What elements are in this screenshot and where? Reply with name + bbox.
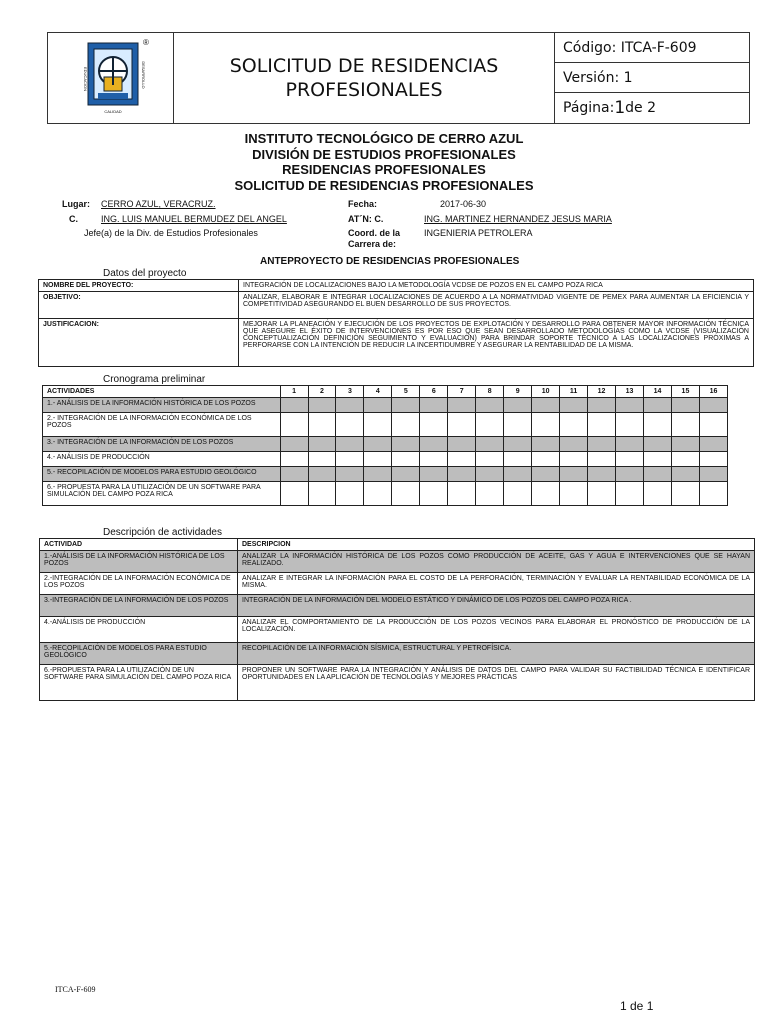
cronograma-table: [42, 385, 728, 506]
schedule-cell: [588, 482, 616, 506]
week-header: 11: [560, 386, 588, 398]
schedule-cell: [699, 398, 727, 413]
activity-name: 5.-RECOPILACIÓN DE MODELOS PARA ESTUDIO GEOLÓGICO: [40, 643, 238, 665]
schedule-cell: [504, 398, 532, 413]
week-header: 13: [616, 386, 644, 398]
lugar-label: Lugar:: [62, 199, 90, 209]
title-residencias: RESIDENCIAS PROFESIONALES: [282, 162, 486, 177]
schedule-cell: [364, 467, 392, 482]
schedule-cell: [392, 452, 420, 467]
schedule-cell: [448, 398, 476, 413]
schedule-cell: [308, 452, 336, 467]
table-row: [40, 643, 755, 665]
table-row: [43, 413, 728, 437]
datos-value-justificacion: MEJORAR LA PLANEACIÓN Y EJECUCIÓN DE LOS PROYECTOS DE EXPLOTACIÓN Y DESARROLLO PARA OBTENER MAYOR INFORMACIÓN TÉCNICA QUE ASEGURE EL ÉXITO DE INTERVENCIONES ES POR ESO QUE SEAN DESARROLLADO METODOLOGÍAS COMO LA VCDSE (VISUALIZACIÓN CONCEPTUALIZACIÓN DEFINICIÓN SEGUIMIENTO Y EVALUACIÓN) PARA BRINDAR SOPORTE TÉCNICO A LAS LOCALIZACIONES PRÓXIMAS A PERFORARSE CON LA INTENCIÓN DE REDUCIR LA INCERTIDUMBRE Y ASEGURAR LA RENTABILIDAD DE LA MISMA.: [239, 319, 754, 367]
activity-label: 4.- ANÁLISIS DE PRODUCCIÓN: [43, 452, 281, 467]
document-header: [47, 32, 750, 124]
schedule-cell: [616, 452, 644, 467]
schedule-cell: [644, 482, 672, 506]
schedule-cell: [308, 398, 336, 413]
form-title-line-1: SOLICITUD DE RESIDENCIAS: [229, 55, 499, 77]
schedule-cell: [448, 467, 476, 482]
activity-description: PROPONER UN SOFTWARE PARA LA INTEGRACIÓN Y ANÁLISIS DE DATOS DEL CAMPO PARA VALIDAR SU FACTIBILIDAD TÉCNICA E IDENTIFICAR OPORTUNIDADES EN LA APLICACIÓN DE TECNOLOGÍAS Y MEJORES PRÁCTICAS: [238, 665, 755, 701]
datos-label-justificacion: JUSTIFICACION:: [39, 319, 239, 367]
version-cell: Versión: 1: [555, 63, 750, 93]
codigo-cell: Código: ITCA-F-609: [555, 33, 750, 63]
table-row: [43, 398, 728, 413]
schedule-cell: [420, 413, 448, 437]
schedule-cell: [671, 482, 699, 506]
schedule-cell: [336, 467, 364, 482]
schedule-cell: [560, 467, 588, 482]
datos-section-label: Datos del proyecto: [103, 268, 187, 279]
schedule-cell: [532, 467, 560, 482]
table-row: [40, 573, 755, 595]
week-header: 16: [699, 386, 727, 398]
week-header: 15: [671, 386, 699, 398]
datos-value-objetivo: ANALIZAR, ELABORAR E INTEGRAR LOCALIZACIONES DE ACUERDO A LA NORMATIVIDAD VIGENTE DE PEMEX PARA AUMENTAR LA EFICIENCIA Y COMPETITIVIDAD ASEGURANDO EL BUEN DESARROLLO DE SUS PROYECTOS.: [239, 292, 754, 319]
schedule-cell: [476, 467, 504, 482]
schedule-cell: [699, 482, 727, 506]
schedule-cell: [504, 467, 532, 482]
schedule-cell: [532, 413, 560, 437]
table-row: [40, 595, 755, 617]
schedule-cell: [364, 398, 392, 413]
schedule-cell: [364, 413, 392, 437]
fecha-value: 2017-06-30: [440, 199, 487, 209]
schedule-cell: [280, 482, 308, 506]
schedule-cell: [448, 452, 476, 467]
anteproyecto-title: ANTEPROYECTO DE RESIDENCIAS PROFESIONALES: [260, 256, 520, 267]
schedule-cell: [560, 413, 588, 437]
schedule-cell: [699, 413, 727, 437]
schedule-cell: [699, 452, 727, 467]
schedule-cell: [448, 437, 476, 452]
activity-label: 1.- ANÁLISIS DE LA INFORMACIÓN HISTÓRICA DE LOS POZOS: [43, 398, 281, 413]
table-row: [39, 292, 754, 319]
schedule-cell: [280, 452, 308, 467]
week-header: 2: [308, 386, 336, 398]
schedule-cell: [560, 452, 588, 467]
coord-label-1: Coord. de la: [348, 228, 401, 238]
schedule-cell: [644, 398, 672, 413]
week-header: 6: [420, 386, 448, 398]
schedule-cell: [392, 437, 420, 452]
week-header: 8: [476, 386, 504, 398]
table-row: [39, 319, 754, 367]
schedule-cell: [364, 482, 392, 506]
coord-label-2: Carrera de:: [348, 239, 397, 249]
datos-label-objetivo: OBJETIVO:: [39, 292, 239, 319]
activity-label: 3.- INTEGRACIÓN DE LA INFORMACIÓN DE LOS POZOS: [43, 437, 281, 452]
title-division: DIVISIÓN DE ESTUDIOS PROFESIONALES: [252, 147, 516, 162]
schedule-cell: [616, 467, 644, 482]
activity-description: ANALIZAR E INTEGRAR LA INFORMACIÓN PARA EL COSTO DE LA PERFORACIÓN, TERMINACIÓN Y EVALUAR LA RENTABILIDAD ECONÓMICA DE LA MISMA.: [238, 573, 755, 595]
schedule-cell: [644, 437, 672, 452]
schedule-cell: [308, 467, 336, 482]
activity-name: 2.-INTEGRACIÓN DE LA INFORMACIÓN ECONÓMICA DE LOS POZOS: [40, 573, 238, 595]
schedule-cell: [504, 452, 532, 467]
activity-description: ANALIZAR LA INFORMACIÓN HISTÓRICA DE LOS POZOS COMO PRODUCCIÓN DE ACEITE, GAS Y AGUA E INTERVENCIONES QUE SE HAYAN REALIZADO.: [238, 551, 755, 573]
atn-label: AT´N: C.: [348, 214, 384, 224]
descripcion-col-actividad: ACTIVIDAD: [40, 539, 238, 551]
schedule-cell: [280, 413, 308, 437]
schedule-cell: [671, 452, 699, 467]
descripcion-table: [39, 538, 755, 701]
title-institute: INSTITUTO TECNOLÓGICO DE CERRO AZUL: [244, 131, 524, 146]
schedule-cell: [644, 452, 672, 467]
activity-description: RECOPILACIÓN DE LA INFORMACIÓN SÍSMICA, ESTRUCTURAL Y PETROFÍSICA.: [238, 643, 755, 665]
schedule-cell: [616, 437, 644, 452]
week-header: 10: [532, 386, 560, 398]
schedule-cell: [420, 452, 448, 467]
week-header: 14: [644, 386, 672, 398]
title-solicitud: SOLICITUD DE RESIDENCIAS PROFESIONALES: [234, 178, 534, 193]
activity-label: 5.- RECOPILACIÓN DE MODELOS PARA ESTUDIO GEOLÓGICO: [43, 467, 281, 482]
schedule-cell: [616, 482, 644, 506]
registered-mark: ®: [143, 38, 149, 47]
schedule-cell: [336, 452, 364, 467]
institute-logo-icon: [48, 33, 173, 123]
schedule-cell: [616, 413, 644, 437]
schedule-cell: [644, 413, 672, 437]
schedule-cell: [308, 413, 336, 437]
activity-description: ANALIZAR EL COMPORTAMIENTO DE LA PRODUCCIÓN DE LOS POZOS VECINOS PARA ELABORAR EL PRONÓSTICO DE PRODUCCIÓN DE LA LOCALIZACIÓN.: [238, 617, 755, 643]
schedule-cell: [476, 413, 504, 437]
schedule-cell: [560, 398, 588, 413]
schedule-cell: [671, 398, 699, 413]
activity-label: 2.- INTEGRACIÓN DE LA INFORMACIÓN ECONÓMICA DE LOS POZOS: [43, 413, 281, 437]
week-header: 5: [392, 386, 420, 398]
schedule-cell: [392, 398, 420, 413]
schedule-cell: [671, 437, 699, 452]
schedule-cell: [336, 398, 364, 413]
datos-value-nombre: INTEGRACIÓN DE LOCALIZACIONES BAJO LA METODOLOGÍA VCDSE DE POZOS EN EL CAMPO POZA RICA: [239, 280, 754, 292]
pagina-num: 1: [614, 98, 626, 118]
week-header: 12: [588, 386, 616, 398]
logo-bottom-text: CALIDAD: [104, 109, 122, 114]
schedule-cell: [504, 437, 532, 452]
c-label: C.: [69, 214, 78, 224]
form-title: [174, 33, 555, 123]
schedule-cell: [448, 413, 476, 437]
schedule-cell: [588, 398, 616, 413]
schedule-cell: [308, 482, 336, 506]
week-header: 1: [280, 386, 308, 398]
schedule-cell: [616, 398, 644, 413]
week-header: 7: [448, 386, 476, 398]
descripcion-header-row: [40, 539, 755, 551]
table-row: [40, 665, 755, 701]
c-role: Jefe(a) de la Div. de Estudios Profesionales: [84, 228, 258, 238]
schedule-cell: [280, 467, 308, 482]
schedule-cell: [392, 467, 420, 482]
schedule-cell: [308, 437, 336, 452]
schedule-cell: [699, 437, 727, 452]
schedule-cell: [280, 437, 308, 452]
schedule-cell: [504, 413, 532, 437]
schedule-cell: [420, 437, 448, 452]
pagina-label: Página:: [563, 100, 615, 116]
week-header: 3: [336, 386, 364, 398]
table-row: [43, 467, 728, 482]
footer-code: ITCA-F-609: [55, 985, 96, 994]
coord-value: INGENIERIA PETROLERA: [424, 228, 533, 238]
schedule-cell: [532, 482, 560, 506]
schedule-cell: [588, 413, 616, 437]
cronograma-section-label: Cronograma preliminar: [103, 374, 206, 385]
form-title-line-2: PROFESIONALES: [285, 79, 443, 101]
activity-label: 6.- PROPUESTA PARA LA UTILIZACIÓN DE UN SOFTWARE PARA SIMULACIÓN DEL CAMPO POZA RICA: [43, 482, 281, 506]
schedule-cell: [644, 467, 672, 482]
schedule-cell: [336, 413, 364, 437]
activity-name: 6.-PROPUESTA PARA LA UTILIZACIÓN DE UN SOFTWARE PARA SIMULACIÓN DEL CAMPO POZA RICA: [40, 665, 238, 701]
activity-description: INTEGRACIÓN DE LA INFORMACIÓN DEL MODELO ESTÁTICO Y DINÁMICO DE LOS POZOS DEL CAMPO POZA RICA .: [238, 595, 755, 617]
logo-side-right: DESARROLLO: [141, 61, 146, 89]
schedule-cell: [532, 452, 560, 467]
datos-table: [38, 279, 754, 367]
datos-label-nombre: NOMBRE DEL PROYECTO:: [39, 280, 239, 292]
schedule-cell: [420, 398, 448, 413]
pagina-cell: [555, 93, 750, 123]
atn-value: ING. MARTINEZ HERNANDEZ JESUS MARIA: [424, 214, 612, 224]
schedule-cell: [532, 437, 560, 452]
c-value: ING. LUIS MANUEL BERMUDEZ DEL ANGEL: [101, 214, 287, 224]
schedule-cell: [420, 467, 448, 482]
schedule-cell: [392, 413, 420, 437]
footer-page: 1 de 1: [620, 999, 654, 1013]
schedule-cell: [336, 437, 364, 452]
lugar-value: CERRO AZUL, VERACRUZ.: [101, 199, 216, 209]
schedule-cell: [448, 482, 476, 506]
table-row: [40, 551, 755, 573]
week-header: 4: [364, 386, 392, 398]
logo-side-left: EDUCACION: [83, 66, 88, 92]
schedule-cell: [476, 452, 504, 467]
pagina-de: de 2: [625, 100, 657, 116]
schedule-cell: [392, 482, 420, 506]
schedule-cell: [476, 437, 504, 452]
activity-name: 3.-INTEGRACIÓN DE LA INFORMACIÓN DE LOS POZOS: [40, 595, 238, 617]
schedule-cell: [532, 398, 560, 413]
schedule-cell: [364, 452, 392, 467]
schedule-cell: [504, 482, 532, 506]
cronograma-header-row: [43, 386, 728, 398]
activity-name: 4.-ANÁLISIS DE PRODUCCIÓN: [40, 617, 238, 643]
table-row: [43, 452, 728, 467]
table-row: [43, 437, 728, 452]
schedule-cell: [671, 467, 699, 482]
table-row: [43, 482, 728, 506]
week-header: 9: [504, 386, 532, 398]
descripcion-section-label: Descripción de actividades: [103, 527, 222, 538]
schedule-cell: [671, 413, 699, 437]
logo-cell: [48, 33, 174, 123]
schedule-cell: [699, 467, 727, 482]
schedule-cell: [420, 482, 448, 506]
fecha-label: Fecha:: [348, 199, 378, 209]
schedule-cell: [588, 437, 616, 452]
schedule-cell: [560, 437, 588, 452]
schedule-cell: [364, 437, 392, 452]
schedule-cell: [476, 482, 504, 506]
schedule-cell: [560, 482, 588, 506]
schedule-cell: [588, 467, 616, 482]
schedule-cell: [476, 398, 504, 413]
schedule-cell: [336, 482, 364, 506]
table-row: [39, 280, 754, 292]
activity-name: 1.-ANÁLISIS DE LA INFORMACIÓN HISTÓRICA DE LOS POZOS: [40, 551, 238, 573]
schedule-cell: [280, 398, 308, 413]
table-row: [40, 617, 755, 643]
cronograma-activities-header: ACTIVIDADES: [43, 386, 281, 398]
descripcion-col-descripcion: DESCRIPCION: [238, 539, 755, 551]
schedule-cell: [588, 452, 616, 467]
